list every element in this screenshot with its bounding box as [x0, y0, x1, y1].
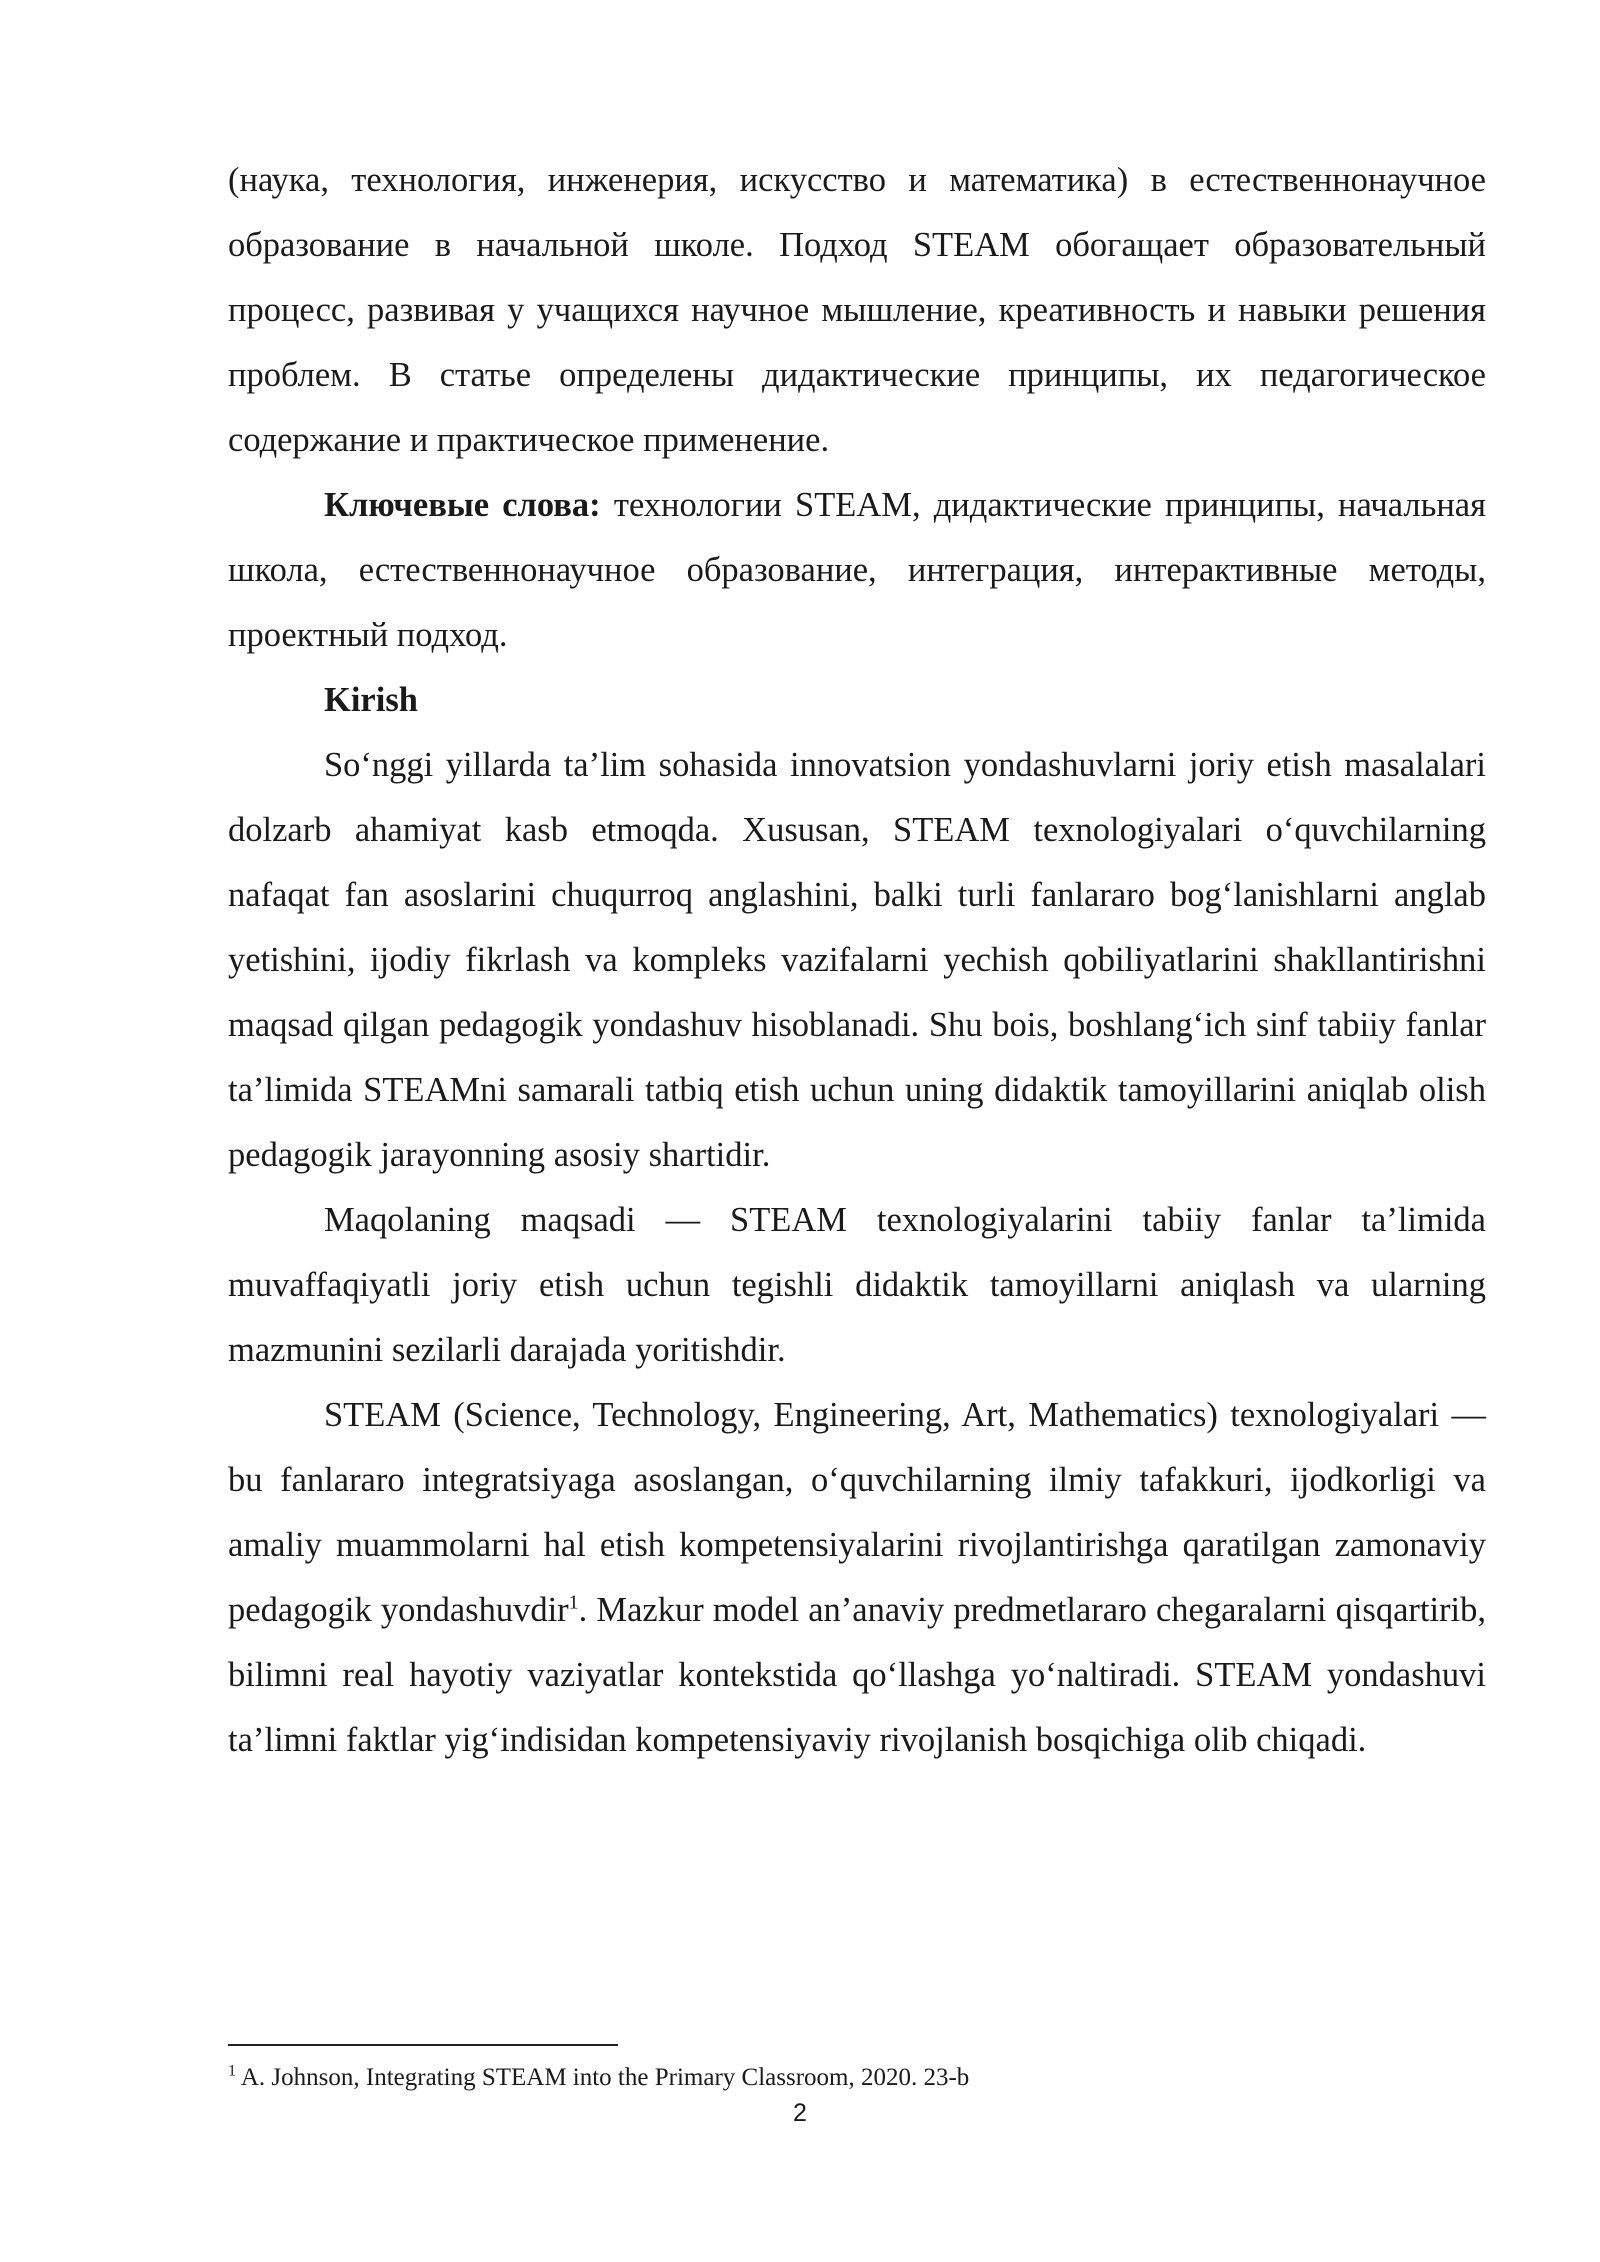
intro-paragraph-3-text-b: . Mazkur model an’anaviy predmetlararo chegaralarni qisqartirib, bilimni real hayotiy vaziyatlar kontekstida qo‘llashga yo‘naltiradi. STEAM yondashuvi ta’limni faktlar yig‘indisidan kompetensiyaviy rivojlanish bosqichiga olib chiqadi.: [228, 1591, 1487, 1759]
abstract-paragraph-end: (наука, технология, инженерия, искусство и математика) в естественнонаучное образование в начальной школе. Подход STEAM обогащает образовательный процесс, развивая у учащихся научное мышление, креативность и навыки решения проблем. В статье определены дидактические принципы, их педагогическое содержание и практическое применение.: [228, 161, 1486, 459]
page-number: 2: [793, 2099, 807, 2127]
section-heading-kirish: Kirish: [324, 681, 418, 719]
footnote-separator: [228, 2044, 618, 2046]
intro-paragraph-3: [228, 1383, 1486, 1773]
footnote-text: A. Johnson, Integrating STEAM into the Primary Classroom, 2020. 23-b: [236, 2064, 970, 2091]
keywords-text: технологии STEAM, дидактические принципы, начальная школа, естественнонаучное образование, интеграция, интерактивные методы, проектный подход.: [228, 486, 1486, 654]
keywords-label: Ключевые слова:: [324, 486, 601, 524]
footnote-number: 1: [228, 2062, 236, 2080]
intro-paragraph-3-text-a: STEAM (Science, Technology, Engineering, Art, Mathematics) texnologiyalari — bu fanlararo integratsiyaga asoslangan, o‘quvchilarning ilmiy tafakkuri, ijodkorligi va amaliy muammolarni hal etish kompetensiyalarini rivojlantirishga qaratilgan zamonaviy pedagogik yondashuvdir: [228, 1396, 1486, 1629]
intro-paragraph-1: So‘nggi yillarda ta’lim sohasida innovatsion yondashuvlarni joriy etish masalalari dolzarb ahamiyat kasb etmoqda. Xususan, STEAM texnologiyalari o‘quvchilarning nafaqat fan asoslarini chuqurroq anglashini, balki turli fanlararo bog‘lanishlarni anglab yetishini, ijodiy fikrlash va kompleks vazifalarni yechish qobiliyatlarini shakllantirishni maqsad qilgan pedagogik yondashuv hisoblanadi. Shu bois, boshlang‘ich sinf tabiiy fanlar ta’limida STEAMni samarali tatbiq etish uchun uning didaktik tamoyillarini aniqlab olish pedagogik jarayonning asosiy shartidir.: [228, 746, 1486, 1174]
keywords-paragraph: [228, 473, 1486, 668]
intro-paragraph-2: Maqolaning maqsadi — STEAM texnologiyalarini tabiiy fanlar ta’limida muvaffaqiyatli joriy etish uchun tegishli didaktik tamoyillarni aniqlash va ularning mazmunini sezilarli darajada yoritishdir.: [228, 1201, 1486, 1369]
footnote-reference[interactable]: 1: [568, 1591, 579, 1614]
footnote: [228, 2063, 1486, 2093]
page-body: [228, 148, 1486, 1773]
